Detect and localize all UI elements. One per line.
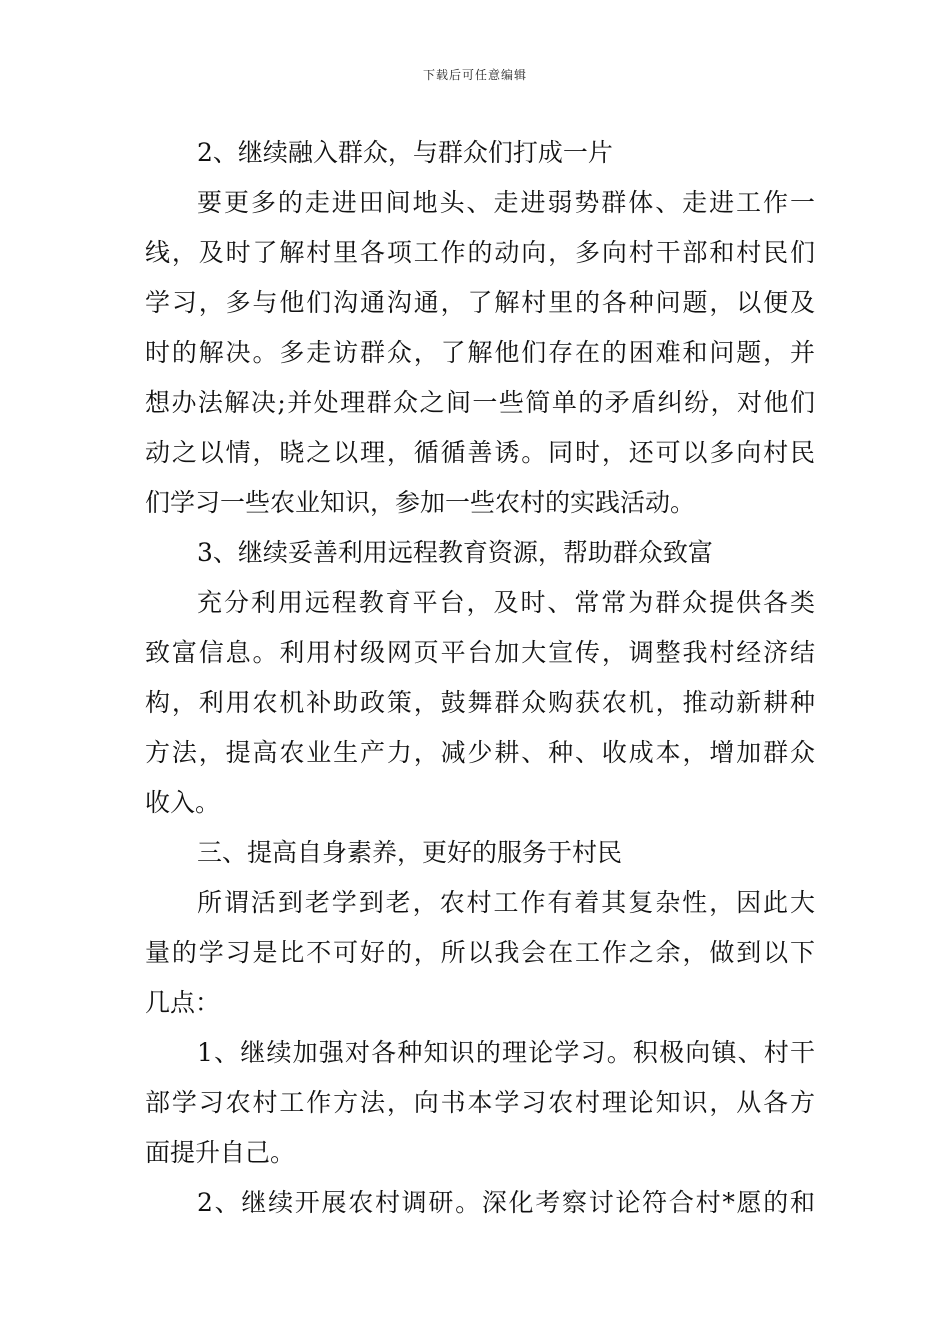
text-line: 学习，多与他们沟通沟通，了解村里的各种问题，以便及 [145, 288, 815, 317]
text-line: 充分利用远程教育平台，及时、常常为群众提供各类 [197, 588, 815, 617]
text-line: 们学习一些农业知识，参加一些农村的实践活动。 [145, 488, 696, 517]
text-line: 构，利用农机补助政策，鼓舞群众购获农机，推动新耕种 [145, 688, 815, 717]
text-line: 线，及时了解村里各项工作的动向，多向村干部和村民们 [145, 238, 815, 267]
text-line: 三、提高自身素养，更好的服务于村民 [197, 838, 623, 867]
text-line: 量的学习是比不可好的，所以我会在工作之余，做到以下 [145, 938, 815, 967]
text-line: 几点： [145, 988, 221, 1017]
text-line: 动之以情，晓之以理，循循善诱。同时，还可以多向村民 [145, 438, 815, 467]
text-line: 要更多的走进田间地头、走进弱势群体、走进工作一 [197, 188, 815, 217]
page-header-note: 下载后可任意编辑 [422, 68, 527, 82]
text-line: 时的解决。多走访群众，了解他们存在的困难和问题，并 [145, 338, 815, 367]
text-line: 部学习农村工作方法，向书本学习农村理论知识，从各方 [145, 1088, 815, 1117]
text-line: 面提升自己。 [145, 1138, 296, 1167]
text-line: 3、继续妥善利用远程教育资源，帮助群众致富 [197, 538, 713, 567]
text-line: 想办法解决;并处理群众之间一些简单的矛盾纠纷，对他们 [145, 388, 815, 417]
text-line: 2、继续融入群众，与群众们打成一片 [197, 138, 613, 167]
text-line: 方法，提高农业生产力，减少耕、种、收成本，增加群众 [145, 738, 815, 767]
text-line: 致富信息。利用村级网页平台加大宣传，调整我村经济结 [145, 638, 815, 667]
text-line: 所谓活到老学到老，农村工作有着其复杂性，因此大 [197, 888, 815, 917]
document-body [145, 128, 815, 1228]
text-line: 2、继续开展农村调研。深化考察讨论符合村*愿的和 [197, 1188, 815, 1217]
text-line: 收入。 [145, 788, 221, 817]
text-line: 1、继续加强对各种知识的理论学习。积极向镇、村干 [197, 1038, 815, 1067]
